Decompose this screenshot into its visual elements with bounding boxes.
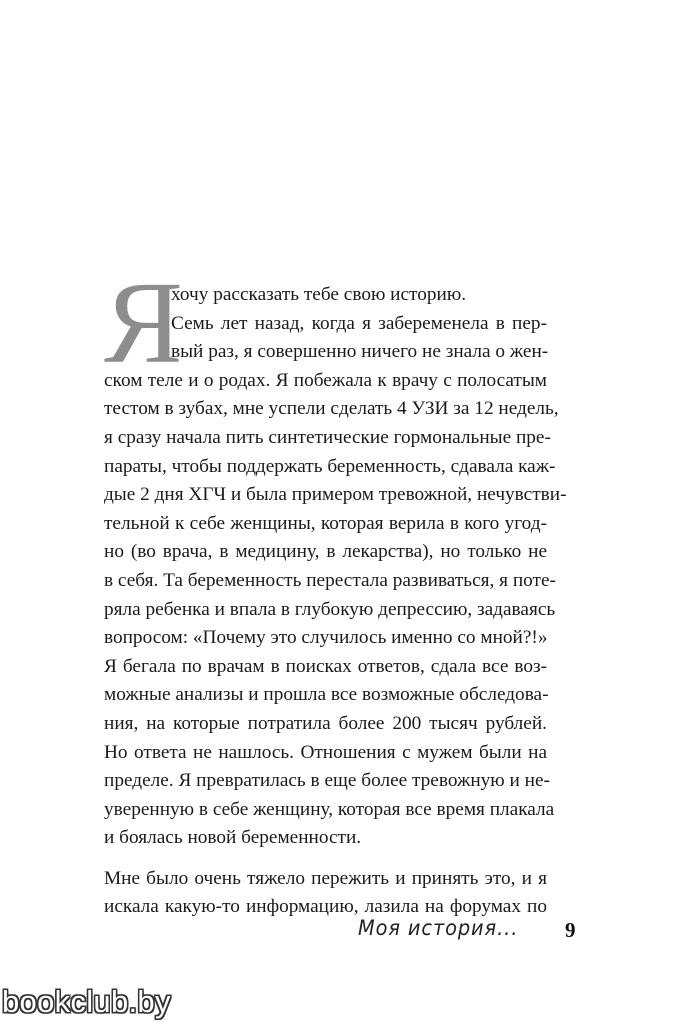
text-line: вый раз, я совершенно ничего не знала о жен-: [171, 341, 549, 363]
text-line: я сразу начала пить синтетические гормональные пре-: [104, 426, 551, 448]
text-line: Мне было очень тяжело пережить и принять это, и я: [104, 867, 547, 889]
text-line: Но ответа не нашлось. Отношения с мужем были на: [104, 741, 547, 763]
text-line: ния, на которые потратила более 200 тысяч рублей.: [104, 712, 547, 734]
text-line: ряла ребенка и впала в глубокую депрессию, задаваясь: [104, 598, 556, 620]
paragraph-2: [104, 865, 547, 922]
text-line: в себя. Та беременность перестала развиваться, я поте-: [104, 569, 556, 591]
page-number: 9: [565, 918, 576, 942]
text-line: можные анализы и прошла все возможные обследова-: [104, 684, 549, 706]
running-title: Моя история...: [358, 916, 519, 940]
text-line: Я бегала по врачам в поисках ответов, сдала все воз-: [104, 655, 547, 677]
text-line: уверенную в себе женщину, которая все время плакала: [104, 798, 555, 820]
text-line: тельной к себе женщины, которая верила в кого угод-: [104, 512, 547, 534]
text-line: Семь лет назад, когда я забеременела в пер-: [171, 312, 547, 334]
text-line: искала какую-то информацию, лазила на форумах по: [104, 896, 547, 918]
text-line: но (во врача, в медицину, в лекарства), но только не: [104, 541, 547, 563]
text-line: тестом в зубах, мне успели сделать 4 УЗИ за 12 недель,: [104, 398, 559, 420]
text-line: пределе. Я превратилась в еще более тревожную и не-: [104, 770, 550, 792]
paragraph-1: [104, 281, 567, 853]
text-line: дые 2 дня ХГЧ и была примером тревожной, нечувстви-: [104, 484, 567, 506]
text-line: и боялась новой беременности.: [104, 827, 362, 849]
paragraph-gap: [104, 853, 547, 865]
drop-cap-letter: Я: [104, 257, 183, 388]
text-line: хочу рассказать тебе свою историю.: [171, 284, 467, 305]
text-line: ском теле и о родах. Я побежала к врачу с полосатым: [104, 369, 547, 391]
watermark: bookclub.by: [2, 984, 171, 1019]
text-line: вопросом: «Почему это случилось именно со мной?!»: [104, 627, 548, 649]
text-line: параты, чтобы поддержать беременность, сдавала каж-: [104, 455, 556, 477]
body-text: [104, 281, 567, 922]
